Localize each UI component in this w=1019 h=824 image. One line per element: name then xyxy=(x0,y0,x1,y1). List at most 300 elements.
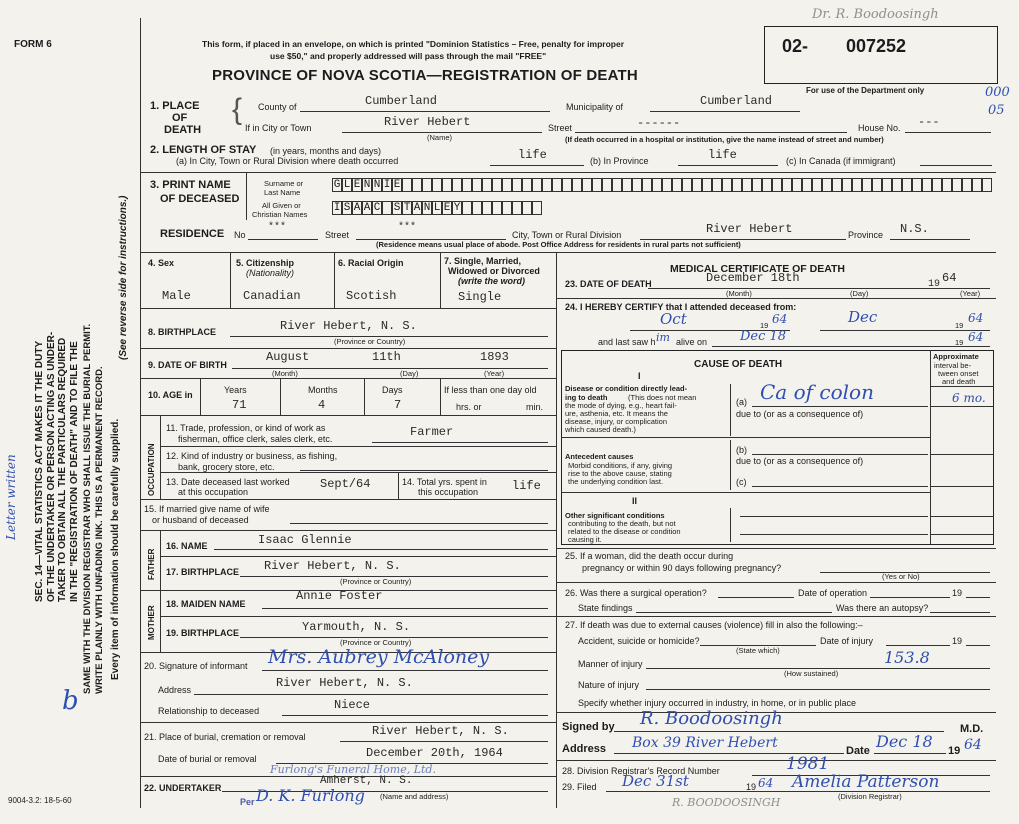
name-letter-box xyxy=(452,178,462,192)
row-rule-27 xyxy=(556,616,996,617)
q14-label: 14. Total yrs. spent in xyxy=(402,477,487,487)
name-letter-box xyxy=(422,178,432,192)
other-text-2: contributing to the death, but not xyxy=(568,519,676,528)
side-line-2: OF THE UNDERTAKER OR PERSON ACTING AS UNDER- xyxy=(45,331,57,602)
name-letter-box xyxy=(752,178,762,192)
signed-year: 64 xyxy=(964,737,982,753)
mail-notice-line2: use $50," and properly addressed will pass through the mail "FREE" xyxy=(270,51,547,61)
interval-other-line-2 xyxy=(930,534,994,535)
name-letter-box xyxy=(842,178,852,192)
side-line-3: TAKER TO OBTAIN ALL THE PARTICULARS REQUIRED xyxy=(57,337,68,602)
name-letter-box: A xyxy=(363,202,371,214)
interval-c-line xyxy=(930,486,994,487)
per-label: Per xyxy=(240,797,255,807)
date-injury-line xyxy=(886,645,950,646)
county-label: County of xyxy=(258,102,297,112)
side-line-4: IN THE "REGISTRATION OF DEATH" AND TO FILE THE xyxy=(68,341,80,602)
last-worked-value: Sept/64 xyxy=(320,477,371,491)
sex-value: Male xyxy=(162,289,191,303)
nature-injury-label: Nature of injury xyxy=(578,680,640,690)
less-than-day-label: If less than one day old xyxy=(444,385,537,395)
marital-label-3: (write the word) xyxy=(458,276,525,286)
record-number-value: 1981 xyxy=(786,754,830,774)
mother-maiden-line xyxy=(262,608,548,609)
residence-no-label: No xyxy=(234,230,246,240)
undertaker-label: 22. UNDERTAKER xyxy=(144,783,222,793)
autopsy-label: Was there an autopsy? xyxy=(836,603,929,613)
stay-province-line xyxy=(678,165,778,166)
street-value: ------ xyxy=(637,116,681,130)
age-months-value: 4 xyxy=(318,398,326,412)
trade-line xyxy=(372,442,548,443)
name-letter-box: I xyxy=(333,202,341,214)
cause-a-value: Ca of colon xyxy=(760,380,874,404)
section3-top-rule xyxy=(140,172,996,173)
street-line xyxy=(575,132,847,133)
residence-province-label: Province xyxy=(848,230,884,240)
mother-birthplace-label: 19. BIRTHPLACE xyxy=(166,628,240,638)
date-of-death-label: 23. DATE OF DEATH xyxy=(565,279,652,289)
due-to-b: due to (or as a consequence of) xyxy=(736,456,864,466)
name-letter-box xyxy=(772,178,782,192)
name-letter-box xyxy=(382,201,392,215)
col-divider-6 xyxy=(334,252,335,308)
name-letter-box: A xyxy=(353,202,361,214)
dob-day-caption: (Day) xyxy=(400,369,419,378)
name-letter-box xyxy=(952,178,962,192)
date-injury-year-line xyxy=(966,645,990,646)
surname-label-2: Last Name xyxy=(264,188,301,197)
corner-annotation-1: 000 xyxy=(985,85,1010,100)
name-letter-box xyxy=(402,178,412,192)
citizenship-sub: (Nationality) xyxy=(246,268,295,278)
name-letter-box xyxy=(442,178,452,192)
other-text-3: related to the disease or condition xyxy=(568,527,681,536)
relationship-label: Relationship to deceased xyxy=(158,706,260,716)
other-text-4: causing it. xyxy=(568,535,602,544)
side-line-1: SEC. 14—VITAL STATISTICS ACT MAKES IT THE DUTY xyxy=(34,340,45,602)
undertaker-stamp: Furlong's Funeral Home, Ltd. xyxy=(270,763,436,776)
name-letter-box xyxy=(512,178,522,192)
name-letter-box xyxy=(742,178,752,192)
name-letter-box: N xyxy=(363,179,371,191)
birthplace-value: River Hebert, N. S. xyxy=(280,319,417,333)
disease-text-6: disease, injury, or complication xyxy=(565,417,667,426)
age-col-4 xyxy=(440,378,441,415)
corner-annotation-2: 05 xyxy=(988,103,1005,118)
nature-injury-line xyxy=(646,689,990,690)
date-injury-year: 19 xyxy=(952,636,963,646)
name-letter-box xyxy=(882,178,892,192)
residence-note: (Residence means usual place of abode. Post Office Address for residents in rural parts not sufficient) xyxy=(376,240,741,249)
row-rule-9 xyxy=(140,348,556,349)
name-letter-box xyxy=(532,201,542,215)
stay-province-label: (b) In Province xyxy=(590,156,649,166)
age-years-label: Years xyxy=(224,385,247,395)
name-letter-box: L xyxy=(433,202,441,214)
burial-place-line xyxy=(340,741,548,742)
burial-place-value: River Hebert, N. S. xyxy=(372,724,509,738)
deceased-name-label-1: 3. PRINT NAME xyxy=(150,179,231,191)
row-rule-28 xyxy=(556,760,996,761)
margin-handwritten-note: Letter written xyxy=(4,454,18,540)
name-letter-box xyxy=(982,178,992,192)
residence-no-line xyxy=(248,239,318,240)
q26-label: 26. Was there a surgical operation? xyxy=(565,588,707,598)
cause-b-line xyxy=(752,454,928,455)
burial-place-label: 21. Place of burial, cremation or removal xyxy=(144,732,306,742)
alive-on-line xyxy=(712,346,990,347)
total-years-value: life xyxy=(512,479,541,493)
attended-to-year-prefix: 19 xyxy=(955,321,964,330)
name-letter-box: E xyxy=(353,179,361,191)
name-letter-box xyxy=(472,201,482,215)
death-year-prefix: 19 xyxy=(928,279,941,290)
mother-side-label: MOTHER xyxy=(147,605,156,640)
marital-value: Single xyxy=(458,290,502,304)
name-letter-box xyxy=(512,201,522,215)
name-letter-box: A xyxy=(413,202,421,214)
md-label: M.D. xyxy=(960,723,984,735)
place-label-1: 1. PLACE xyxy=(150,100,200,112)
carefully-supplied-note: Every item of information should be carefully supplied. xyxy=(110,418,121,680)
name-letter-box xyxy=(892,178,902,192)
state-which-caption: (State which) xyxy=(736,646,780,655)
age-months-label: Months xyxy=(308,385,338,395)
mother-maiden-value: Annie Foster xyxy=(296,589,383,603)
row-rule-24 xyxy=(556,298,996,299)
mail-notice-line1: This form, if placed in an envelope, on which is printed "Dominion Statistics – Free, penalty for improper xyxy=(202,39,625,49)
disease-text-5: ure, asthenia, etc. It means the xyxy=(565,409,668,418)
footer-pencil-name: R. BOODOOSINGH xyxy=(672,796,781,809)
accident-label: Accident, suicide or homicide? xyxy=(578,636,700,646)
stay-canada-label: (c) In Canada (if immigrant) xyxy=(786,156,896,166)
disease-text-4: the mode of dying, e.g., heart fail- xyxy=(565,401,677,410)
per-signature: D. K. Furlong xyxy=(256,786,365,805)
row-rule-16 xyxy=(140,530,556,531)
name-letter-box xyxy=(662,178,672,192)
filed-date: Dec 31st xyxy=(622,772,689,790)
q12-label-b: bank, grocery store, etc. xyxy=(178,462,275,472)
record-number-label: 28. Division Registrar's Record Number xyxy=(562,766,720,776)
signed-date: Dec 18 xyxy=(876,732,933,751)
q13-label: 13. Date deceased last worked xyxy=(166,477,290,487)
stay-city-label: (a) In City, Town or Rural Division where death occurred xyxy=(176,156,399,166)
burial-date-value: December 20th, 1964 xyxy=(366,746,503,760)
attended-from-year-prefix: 19 xyxy=(760,321,769,330)
father-name-value: Isaac Glennie xyxy=(258,533,352,547)
stay-canada-line xyxy=(920,165,992,166)
to-line xyxy=(820,330,990,331)
name-letter-box xyxy=(802,178,812,192)
name-letter-box: E xyxy=(393,179,401,191)
citizenship-label: 5. Citizenship xyxy=(236,258,295,268)
residence-city-label: City, Town or Rural Division xyxy=(512,230,622,240)
margin-handwritten-letter: b xyxy=(62,686,79,716)
vital-stats-act-notice xyxy=(34,332,80,602)
name-letter-box: Y xyxy=(453,202,461,214)
registrar-signature: Amelia Patterson xyxy=(792,772,940,792)
name-letter-box xyxy=(602,178,612,192)
name-letter-box xyxy=(522,178,532,192)
birthplace-label: 8. BIRTHPLACE xyxy=(148,327,217,337)
name-letter-box xyxy=(432,178,442,192)
specify-label: Specify whether injury occurred in industry, in home, or in public place xyxy=(578,698,856,708)
father-birthplace-value: River Hebert, N. S. xyxy=(264,559,401,573)
death-day-caption: (Day) xyxy=(850,289,869,298)
doctor-signature: R. Boodoosingh xyxy=(640,708,783,729)
age-label: 10. AGE in xyxy=(148,390,193,400)
name-letter-box xyxy=(532,178,542,192)
attended-to-month: Dec xyxy=(848,308,878,326)
municipality-label: Municipality of xyxy=(566,102,624,112)
part-two-label: II xyxy=(632,496,638,506)
alive-on-label: alive on xyxy=(676,337,708,347)
signed-by-label: Signed by xyxy=(562,721,615,733)
name-letter-box xyxy=(962,178,972,192)
street-label: Street xyxy=(548,123,573,133)
form-label: FORM 6 xyxy=(14,39,52,50)
father-side-divider xyxy=(160,530,161,590)
name-letter-box xyxy=(792,178,802,192)
informant-address: River Hebert, N. S. xyxy=(276,676,413,690)
pencil-doctor-name: Dr. R. Boodoosingh xyxy=(812,7,939,22)
interval-a-value: 6 mo. xyxy=(952,391,986,405)
given-label-1: All Given or xyxy=(262,201,301,210)
place-label-2: OF xyxy=(172,112,188,124)
col-divider-7 xyxy=(440,252,441,308)
residence-no-value: *** xyxy=(268,222,287,233)
name-letter-box: I xyxy=(383,179,391,191)
hospital-note: (If death occurred in a hospital or institution, give the name instead of street and number) xyxy=(565,135,884,144)
q11-label: 11. Trade, profession, or kind of work as xyxy=(166,423,326,433)
registration-number: 007252 xyxy=(846,36,907,56)
signed-year-prefix: 19 xyxy=(948,745,961,757)
interval-a-line xyxy=(930,406,994,407)
racial-origin-value: Scotish xyxy=(346,289,397,303)
part-one-label: I xyxy=(638,371,641,381)
spouse-label-1: 15. If married give name of wife xyxy=(144,504,270,514)
cause-a-line xyxy=(752,406,928,407)
age-days-value: 7 xyxy=(394,398,402,412)
name-letter-box xyxy=(502,201,512,215)
age-years-value: 71 xyxy=(232,398,247,412)
place-label-3: DEATH xyxy=(164,124,202,136)
name-letter-box xyxy=(942,178,952,192)
state-findings-label: State findings xyxy=(578,603,633,613)
alive-year: 64 xyxy=(968,330,984,344)
form-title: PROVINCE OF NOVA SCOTIA—REGISTRATION OF DEATH xyxy=(212,67,638,84)
name-letter-box xyxy=(492,201,502,215)
father-name-line xyxy=(214,549,548,550)
q27-label: 27. If death was due to external causes (violence) fill in also the following:– xyxy=(565,620,863,630)
dob-label: 9. DATE OF BIRTH xyxy=(148,360,227,370)
trade-value: Farmer xyxy=(410,425,454,439)
death-month-caption: (Month) xyxy=(726,289,752,298)
place-brace-glyph: { xyxy=(232,93,243,126)
q13-label-b: at this occupation xyxy=(178,487,249,497)
informant-signature-line xyxy=(262,670,548,671)
name-letter-box: E xyxy=(443,202,451,214)
row-rule-12 xyxy=(160,446,556,447)
row-rule-10 xyxy=(140,378,556,379)
name-letter-box xyxy=(642,178,652,192)
father-birthplace-caption: (Province or Country) xyxy=(340,577,412,586)
occupation-side-label: OCCUPATION xyxy=(147,443,156,496)
q14-label-b: this occupation xyxy=(418,487,479,497)
row-rule-19 xyxy=(160,616,556,617)
disease-text-7: which caused death.) xyxy=(565,425,636,434)
name-letter-box xyxy=(762,178,772,192)
cause-c-line xyxy=(752,486,928,487)
alive-on-date: Dec 18 xyxy=(740,329,787,344)
other-brace-left xyxy=(730,508,731,542)
burial-date-label: Date of burial or removal xyxy=(158,754,257,764)
name-letter-box xyxy=(862,178,872,192)
yes-no-caption: (Yes or No) xyxy=(882,572,920,581)
minutes-label: min. xyxy=(526,402,544,412)
name-letter-box xyxy=(612,178,622,192)
q12-label: 12. Kind of industry or business, as fishing, xyxy=(166,451,338,461)
row-rule-15 xyxy=(140,499,556,500)
residence-label: RESIDENCE xyxy=(160,228,225,240)
date-operation-year: 19 xyxy=(952,588,963,598)
given-label-2: Christian Names xyxy=(252,210,308,219)
name-letter-box xyxy=(972,178,982,192)
last-saw-pronoun: im xyxy=(656,331,670,344)
doctor-address: Box 39 River Hebert xyxy=(632,735,778,751)
house-number-value: --- xyxy=(918,115,940,129)
q25-label-b: pregnancy or within 90 days following pregnancy? xyxy=(582,563,782,573)
due-to-a: due to (or as a consequence of) xyxy=(736,409,864,419)
name-letter-box xyxy=(632,178,642,192)
name-letter-box xyxy=(852,178,862,192)
name-letter-box xyxy=(462,201,472,215)
manner-injury-label: Manner of injury xyxy=(578,659,643,669)
name-letter-box xyxy=(822,178,832,192)
name-letter-box xyxy=(702,178,712,192)
occupation-side-divider xyxy=(160,415,161,499)
antecedent-text-2: Morbid conditions, if any, giving xyxy=(568,461,673,470)
father-side-label: FATHER xyxy=(147,548,156,580)
name-letter-box xyxy=(812,178,822,192)
name-letter-box: N xyxy=(373,179,381,191)
deceased-name-label-2: OF DECEASED xyxy=(160,193,240,205)
last-saw-label: and last saw h xyxy=(598,337,656,347)
certify-label: 24. I HEREBY CERTIFY that I attended deceased from: xyxy=(565,302,797,312)
filed-year-prefix: 19 xyxy=(746,782,757,792)
surgery-line xyxy=(718,597,794,598)
name-letter-box xyxy=(462,178,472,192)
industry-line xyxy=(300,470,548,471)
age-col-1 xyxy=(200,378,201,415)
antecedent-text-1: Antecedent causes xyxy=(565,452,634,461)
name-caption: (Name) xyxy=(427,133,453,142)
name-letter-box xyxy=(492,178,502,192)
interval-header-rule xyxy=(930,386,994,387)
spouse-label-2: or husband of deceased xyxy=(152,515,249,525)
informant-signature: Mrs. Aubrey McAloney xyxy=(268,646,490,668)
name-letter-box xyxy=(912,178,922,192)
name-letter-box xyxy=(672,178,682,192)
name-letter-box xyxy=(872,178,882,192)
dob-year: 1893 xyxy=(480,350,509,364)
other-conditions-top-rule xyxy=(561,492,930,493)
side-line-5: SAME WITH THE DIVISION REGISTRAR WHO SHALL ISSUE THE BURIAL PERMIT. xyxy=(82,323,93,694)
alive-year-prefix: 19 xyxy=(955,338,964,347)
row-rule-21 xyxy=(140,722,556,723)
name-letter-box: T xyxy=(403,202,411,214)
spouse-line xyxy=(290,523,548,524)
mother-maiden-label: 18. MAIDEN NAME xyxy=(166,599,246,609)
city-label: If in City or Town xyxy=(245,123,312,133)
dob-year-caption: (Year) xyxy=(484,369,505,378)
antecedent-text-4: the underlying condition last. xyxy=(568,477,664,486)
row-rule-17 xyxy=(160,556,556,557)
antecedent-brace-left xyxy=(730,440,731,490)
disease-text-3: (This does not mean xyxy=(628,393,697,402)
name-letter-box xyxy=(582,178,592,192)
interval-header-3: tween onset xyxy=(938,369,979,378)
informant-address-line xyxy=(194,694,548,695)
name-letter-box xyxy=(482,201,492,215)
name-letter-box xyxy=(502,178,512,192)
death-year-caption: (Year) xyxy=(960,289,981,298)
form-code: 9004-3.2: 18-5-60 xyxy=(8,796,72,805)
age-col-2 xyxy=(280,378,281,415)
name-letter-box: S xyxy=(343,202,351,214)
death-date-value: December 18th xyxy=(706,271,800,285)
city-value: River Hebert xyxy=(384,115,471,129)
attended-from-year: 64 xyxy=(772,312,788,326)
sex-label: 4. Sex xyxy=(148,258,175,268)
hours-label: hrs. or xyxy=(456,402,482,412)
father-name-label: 16. NAME xyxy=(166,541,208,551)
manner-injury-value: 153.8 xyxy=(884,648,930,667)
county-line xyxy=(300,111,550,112)
division-registrar-caption: (Division Registrar) xyxy=(838,792,902,801)
stay-sub-label: (in years, months and days) xyxy=(270,146,382,156)
cause-b-label: (b) xyxy=(736,445,747,455)
date-operation-label: Date of operation xyxy=(798,588,868,598)
burial-permit-notice xyxy=(82,324,105,694)
residence-street-label: Street xyxy=(325,230,350,240)
name-letter-box xyxy=(902,178,912,192)
other-line-1 xyxy=(740,516,928,517)
house-number-line xyxy=(905,132,991,133)
relationship-value: Niece xyxy=(334,698,371,712)
stay-city-line xyxy=(490,165,584,166)
row-rule-11 xyxy=(140,415,556,416)
date-operation-line xyxy=(870,597,950,598)
relationship-line xyxy=(282,715,548,716)
filed-year: 64 xyxy=(758,776,774,790)
name-letter-box xyxy=(782,178,792,192)
attended-to-year: 64 xyxy=(968,311,984,325)
name-letter-box xyxy=(732,178,742,192)
q14-divider xyxy=(398,472,399,499)
municipality-value: Cumberland xyxy=(700,94,773,108)
row-rule-8 xyxy=(140,308,556,309)
name-letter-box: C xyxy=(373,202,381,214)
reverse-side-note: (See reverse side for instructions.) xyxy=(118,195,129,360)
name-letter-box xyxy=(832,178,842,192)
name-letter-box xyxy=(562,178,572,192)
citizenship-value: Canadian xyxy=(243,289,301,303)
disease-text-1: Disease or condition directly lead- xyxy=(565,384,688,393)
state-findings-line xyxy=(636,612,832,613)
other-text-1: Other significant conditions xyxy=(565,511,665,520)
